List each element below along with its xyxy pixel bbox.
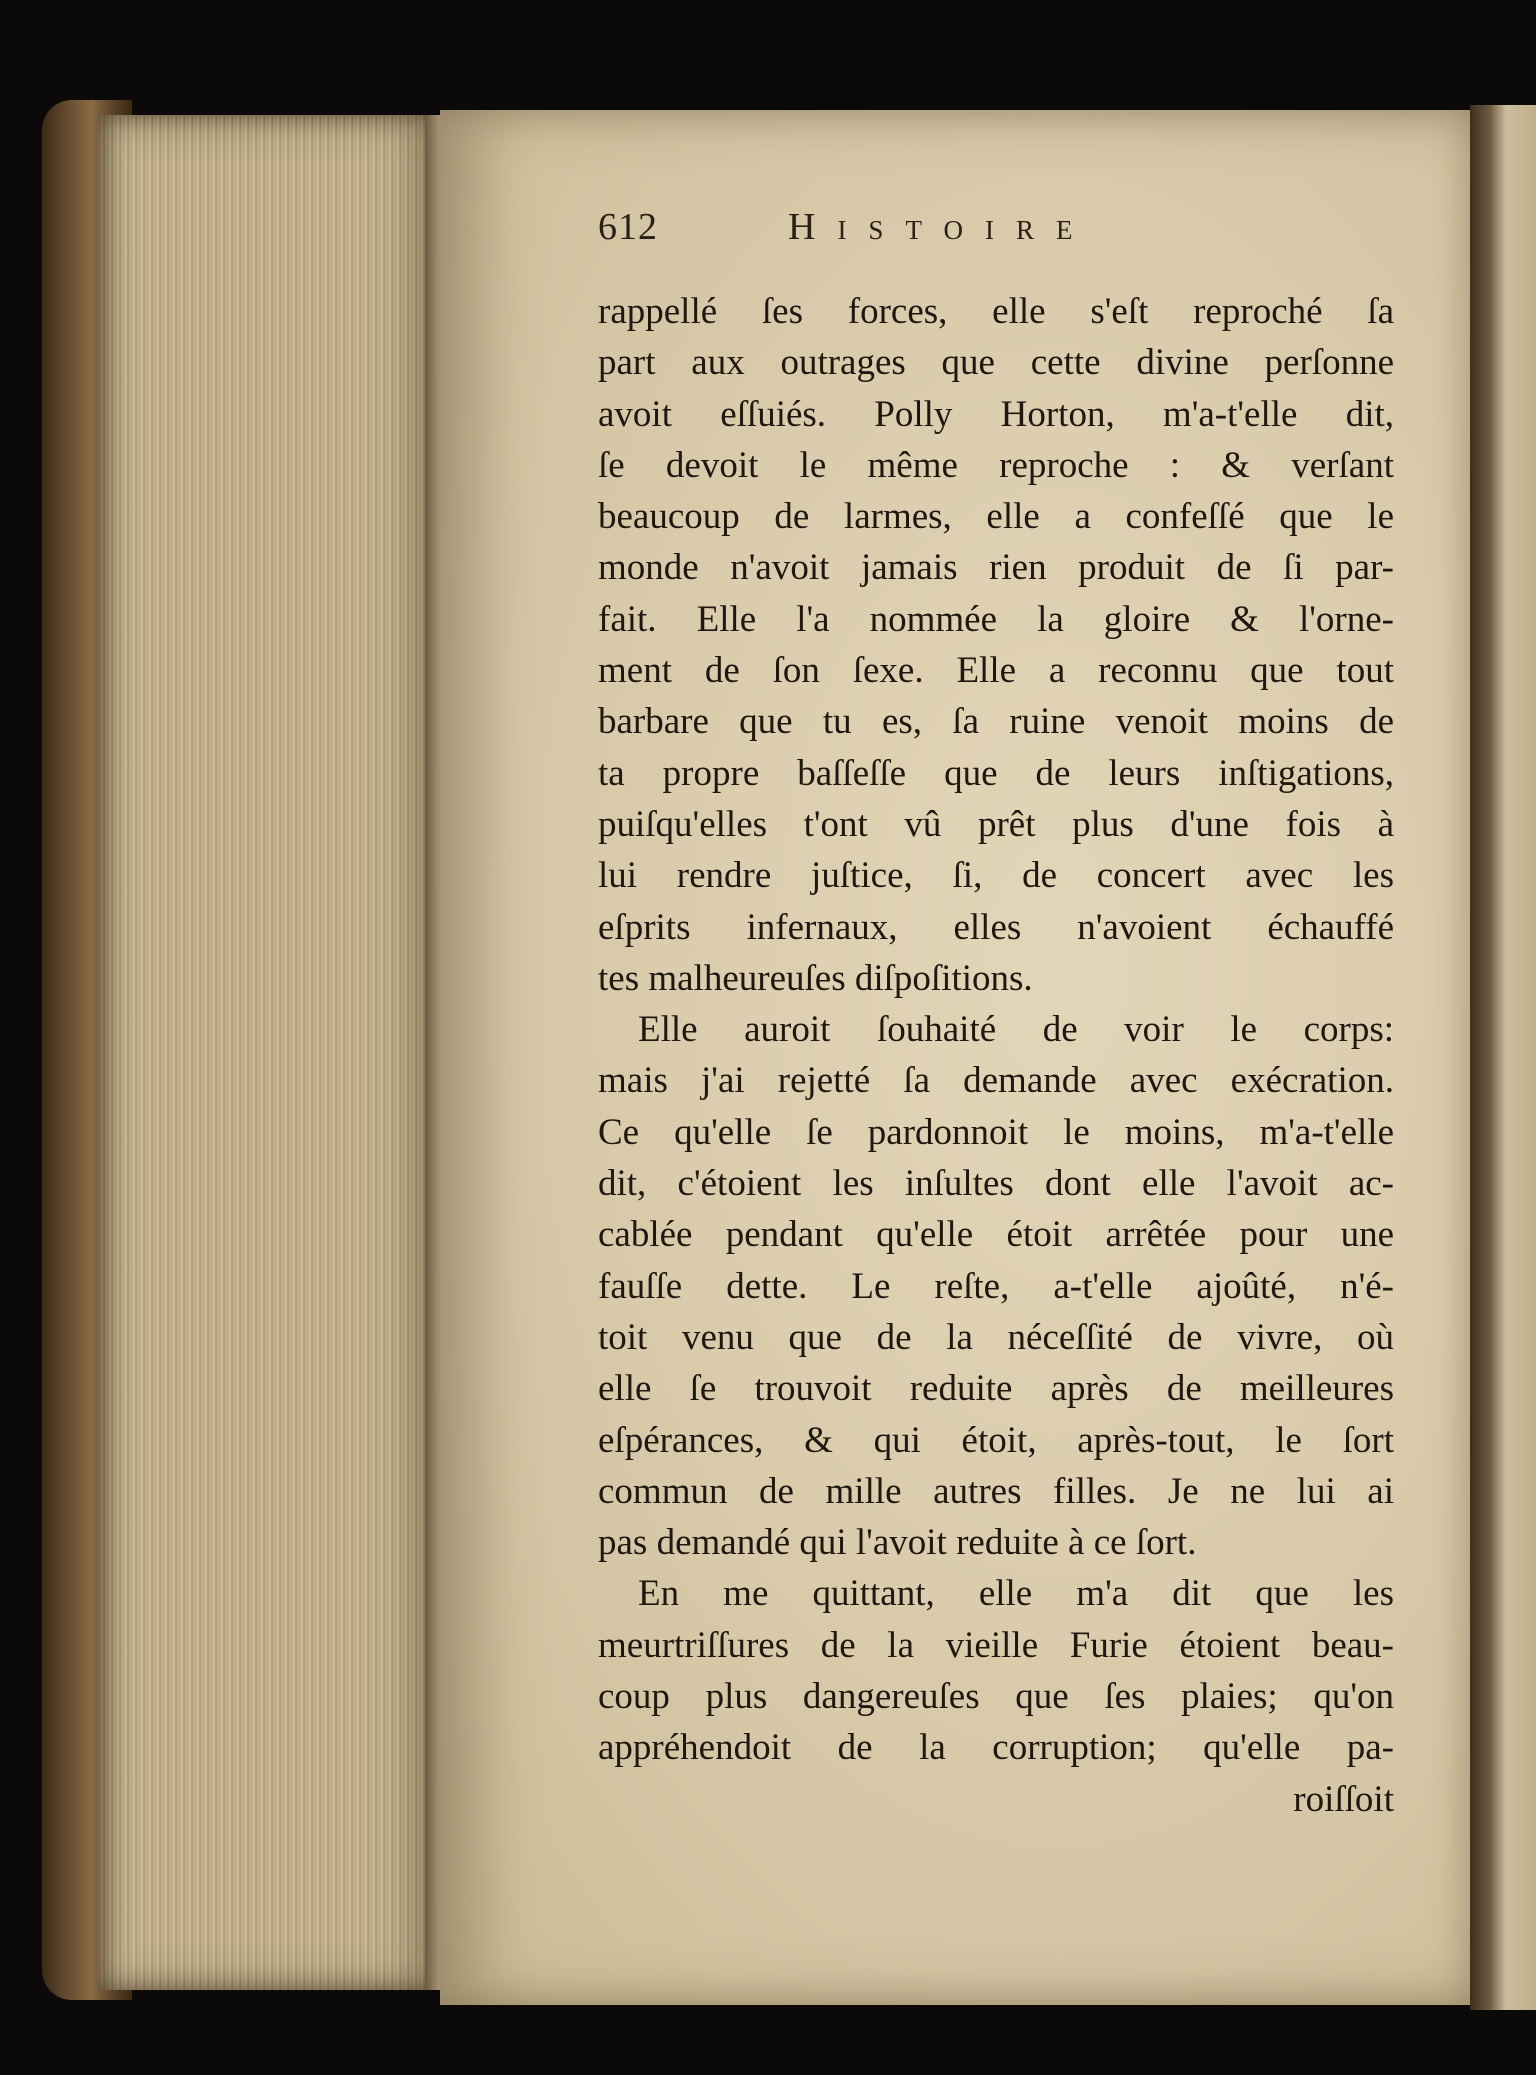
text-line: pas demandé qui l'avoit reduite à ce ſort. xyxy=(598,1522,1197,1564)
text-line: rappellé ſes forces, elle s'eſt reproché ſa xyxy=(598,291,1394,332)
text-line: eſprits infernaux, elles n'avoient échauffé xyxy=(598,906,1394,948)
text-line: fait. Elle l'a nommée la gloire & l'orne- xyxy=(598,598,1394,640)
body-text xyxy=(598,286,1394,1825)
text-line: tes malheureuſes diſpoſitions. xyxy=(598,957,1033,999)
text-line: ta propre baſſeſſe que de leurs inſtigations, xyxy=(598,752,1394,794)
text-line: ſe devoit le même reproche : & verſant xyxy=(598,444,1394,486)
text-line: En me quittant, elle m'a dit que les xyxy=(638,1573,1394,1615)
text-line: Ce qu'elle ſe pardonnoit le moins, m'a-t'elle xyxy=(598,1111,1394,1153)
text-line: puiſqu'elles t'ont vû prêt plus d'une fois à xyxy=(598,803,1394,845)
page-header xyxy=(598,205,1258,265)
text-line: eſpérances, & qui étoit, après-tout, le ſort xyxy=(598,1419,1394,1461)
page-edges xyxy=(98,115,438,1990)
text-line: fauſſe dette. Le reſte, a-t'elle ajoûté, n'é- xyxy=(598,1265,1394,1307)
text-line: commun de mille autres filles. Je ne lui ai xyxy=(598,1470,1394,1512)
text-line: barbare que tu es, ſa ruine venoit moins de xyxy=(598,701,1394,743)
running-title: Histoire xyxy=(788,206,1095,248)
text-line: Elle auroit ſouhaité de voir le corps: xyxy=(638,1009,1394,1051)
catchword: roiſſoit xyxy=(1293,1778,1394,1820)
text-line: dit, c'étoient les inſultes dont elle l'avoit ac- xyxy=(598,1163,1394,1205)
text-line: beaucoup de larmes, elle a confeſſé que le xyxy=(598,496,1394,538)
text-line: cablée pendant qu'elle étoit arrêtée pour une xyxy=(598,1214,1394,1256)
text-line: toit venu que de la néceſſité de vivre, où xyxy=(598,1316,1394,1358)
text-line: meurtriſſures de la vieille Furie étoient beau- xyxy=(598,1624,1394,1666)
text-line: mais j'ai rejetté ſa demande avec exécration. xyxy=(598,1060,1394,1102)
text-line: monde n'avoit jamais rien produit de ſi par- xyxy=(598,547,1394,589)
text-line: ment de ſon ſexe. Elle a reconnu que tout xyxy=(598,650,1394,692)
text-line: part aux outrages que cette divine perſonne xyxy=(598,342,1394,384)
text-line: lui rendre juſtice, ſi, de concert avec les xyxy=(598,855,1394,897)
page-number: 612 xyxy=(598,206,658,248)
text-line: coup plus dangereuſes que ſes plaies; qu'on xyxy=(598,1676,1394,1718)
facing-page-edge xyxy=(1470,105,1536,2010)
text-line: avoit eſſuiés. Polly Horton, m'a-t'elle dit, xyxy=(598,393,1394,435)
text-line: elle ſe trouvoit reduite après de meilleures xyxy=(598,1368,1394,1410)
text-line: appréhendoit de la corruption; qu'elle pa- xyxy=(598,1727,1394,1769)
